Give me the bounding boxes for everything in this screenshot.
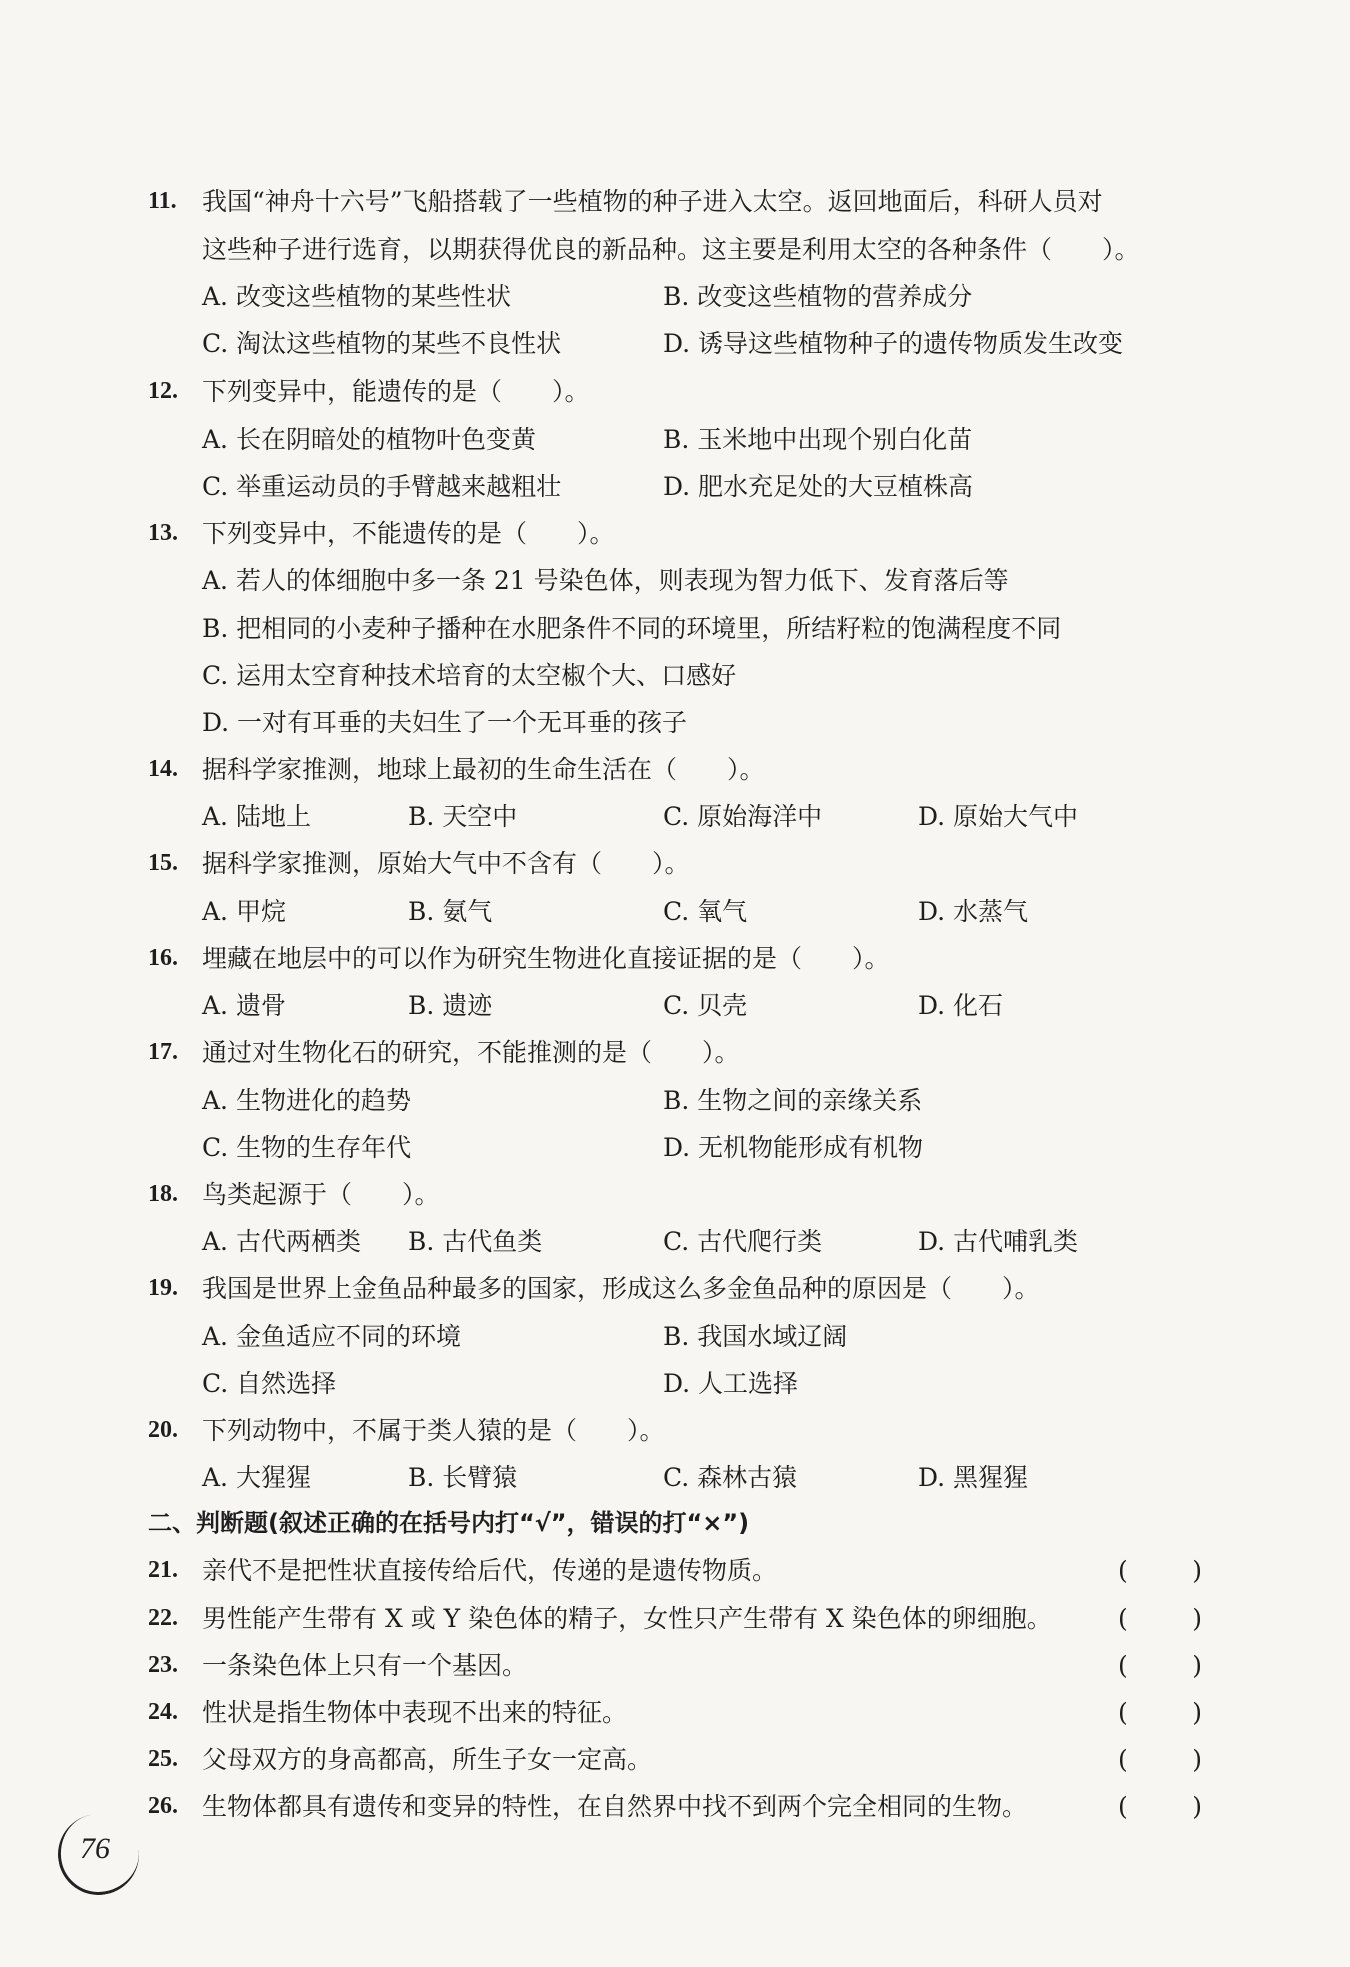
section-title: 二、判断题(叙述正确的在括号内打“√”，错误的打“×”) [148,1509,750,1537]
judge-question-26 [0,1783,1350,1830]
answer-parentheses[interactable]: ( ) [1118,1651,1202,1680]
question-17-options-row1 [0,1077,1350,1124]
question-14-options [0,793,1350,840]
question-18-options [0,1218,1350,1265]
option-a: A. 甲烷 [202,897,286,926]
option-c: C. 原始海洋中 [663,802,823,831]
question-number: 24. [148,1699,178,1725]
question-number: 15. [148,850,178,876]
option-a: A. 金鱼适应不同的环境 [202,1322,461,1351]
option-b: B. 长臂猿 [408,1463,518,1492]
option-d: D. 无机物能形成有机物 [663,1133,924,1162]
question-number: 17. [148,1039,178,1065]
option-a: A. 陆地上 [202,802,311,831]
option-c: C. 淘汰这些植物的某些不良性状 [202,329,562,358]
page-number: 76 [80,1832,110,1865]
question-11-options-row2 [0,320,1350,367]
option-b: B. 遗迹 [408,991,493,1020]
option-c: C. 运用太空育种技术培育的太空椒个大、口感好 [202,661,737,690]
option-a: A. 大猩猩 [202,1463,311,1492]
question-stem: 据科学家推测，原始大气中不含有（ ）。 [202,849,690,878]
option-c: C. 自然选择 [202,1369,337,1398]
question-number: 21. [148,1557,178,1583]
judge-question-21 [0,1547,1350,1594]
option-b: B. 天空中 [408,802,518,831]
answer-parentheses[interactable]: ( ) [1118,1698,1202,1727]
question-11-line2 [0,226,1350,273]
question-12-options-row1 [0,416,1350,463]
question-number: 14. [148,756,178,782]
option-d: D. 化石 [918,991,1004,1020]
judge-question-25 [0,1736,1350,1783]
option-a: A. 遗骨 [202,991,286,1020]
question-number: 19. [148,1275,178,1301]
option-d: D. 肥水充足处的大豆植株高 [663,472,974,501]
option-c: C. 森林古猿 [663,1463,798,1492]
question-stem: 一条染色体上只有一个基因。 [202,1651,528,1680]
answer-parentheses[interactable]: ( ) [1118,1556,1202,1585]
question-19 [0,1265,1350,1312]
option-d: D. 水蒸气 [918,897,1029,926]
question-19-options-row2 [0,1360,1350,1407]
question-stem: 父母双方的身高都高，所生子女一定高。 [202,1745,653,1774]
option-a: A. 长在阴暗处的植物叶色变黄 [202,425,536,454]
question-18 [0,1171,1350,1218]
question-13 [0,510,1350,557]
option-b: B. 把相同的小麦种子播种在水肥条件不同的环境里，所结籽粒的饱满程度不同 [202,614,1062,643]
question-number: 22. [148,1605,178,1631]
question-number: 12. [148,378,178,404]
option-b: B. 生物之间的亲缘关系 [663,1086,923,1115]
option-d: D. 诱导这些植物种子的遗传物质发生改变 [663,329,1124,358]
page-number-badge [52,1808,162,1898]
option-b: B. 我国水域辽阔 [663,1322,848,1351]
judge-question-22 [0,1595,1350,1642]
option-b: B. 玉米地中出现个别白化苗 [663,425,973,454]
question-20 [0,1407,1350,1454]
option-a: A. 改变这些植物的某些性状 [202,282,511,311]
answer-parentheses[interactable]: ( ) [1118,1745,1202,1774]
question-13-option-d [0,699,1350,746]
option-d: D. 人工选择 [663,1369,799,1398]
question-17 [0,1029,1350,1076]
option-a: A. 古代两栖类 [202,1227,361,1256]
option-d: D. 古代哺乳类 [918,1227,1079,1256]
question-number: 25. [148,1746,178,1772]
question-15 [0,840,1350,887]
question-stem: 下列变异中，能遗传的是（ ）。 [202,377,590,406]
question-stem: 埋藏在地层中的可以作为研究生物进化直接证据的是（ ）。 [202,944,890,973]
question-11-options-row1 [0,273,1350,320]
question-14 [0,746,1350,793]
question-number: 26. [148,1793,178,1819]
question-stem: 亲代不是把性状直接传给后代，传递的是遗传物质。 [202,1556,778,1585]
question-number: 23. [148,1652,178,1678]
question-stem: 男性能产生带有 X 或 Y 染色体的精子，女性只产生带有 X 染色体的卵细胞。 [202,1604,1052,1633]
judge-question-23 [0,1642,1350,1689]
question-stem-continued: 这些种子进行选育，以期获得优良的新品种。这主要是利用太空的各种条件（ ）。 [202,235,1140,264]
question-12 [0,368,1350,415]
question-stem: 我国“神舟十六号”飞船搭载了一些植物的种子进入太空。返回地面后，科研人员对 [202,187,1103,216]
section-heading [0,1500,1350,1547]
question-16 [0,935,1350,982]
option-a: A. 若人的体细胞中多一条 21 号染色体，则表现为智力低下、发育落后等 [202,566,1009,595]
question-17-options-row2 [0,1124,1350,1171]
question-stem: 下列变异中，不能遗传的是（ ）。 [202,519,615,548]
question-stem: 生物体都具有遗传和变异的特性，在自然界中找不到两个完全相同的生物。 [202,1792,1028,1821]
option-d: D. 原始大气中 [918,802,1079,831]
option-c: C. 古代爬行类 [663,1227,823,1256]
option-b: B. 氨气 [408,897,493,926]
option-d: D. 一对有耳垂的夫妇生了一个无耳垂的孩子 [202,708,688,737]
option-a: A. 生物进化的趋势 [202,1086,411,1115]
option-c: C. 生物的生存年代 [202,1133,412,1162]
question-stem: 通过对生物化石的研究，不能推测的是（ ）。 [202,1038,740,1067]
question-19-options-row1 [0,1313,1350,1360]
question-stem: 据科学家推测，地球上最初的生命生活在（ ）。 [202,755,765,784]
question-number: 13. [148,520,178,546]
question-stem: 下列动物中，不属于类人猿的是（ ）。 [202,1416,665,1445]
question-number: 18. [148,1181,178,1207]
question-13-option-a [0,557,1350,604]
answer-parentheses[interactable]: ( ) [1118,1792,1202,1821]
question-16-options [0,982,1350,1029]
question-13-option-b [0,605,1350,652]
option-b: B. 古代鱼类 [408,1227,543,1256]
question-number: 16. [148,945,178,971]
question-20-options [0,1454,1350,1501]
option-c: C. 氧气 [663,897,748,926]
question-stem: 性状是指生物体中表现不出来的特征。 [202,1698,628,1727]
question-12-options-row2 [0,463,1350,510]
judge-question-24 [0,1689,1350,1736]
option-c: C. 贝壳 [663,991,748,1020]
question-stem: 我国是世界上金鱼品种最多的国家，形成这么多金鱼品种的原因是（ ）。 [202,1274,1040,1303]
question-stem: 鸟类起源于（ ）。 [202,1180,440,1209]
option-d: D. 黑猩猩 [918,1463,1029,1492]
question-13-option-c [0,652,1350,699]
question-11-line1 [0,178,1350,225]
option-b: B. 改变这些植物的营养成分 [663,282,973,311]
question-number: 11. [148,188,177,214]
option-c: C. 举重运动员的手臂越来越粗壮 [202,472,562,501]
question-number: 20. [148,1417,178,1443]
question-15-options [0,888,1350,935]
answer-parentheses[interactable]: ( ) [1118,1604,1202,1633]
